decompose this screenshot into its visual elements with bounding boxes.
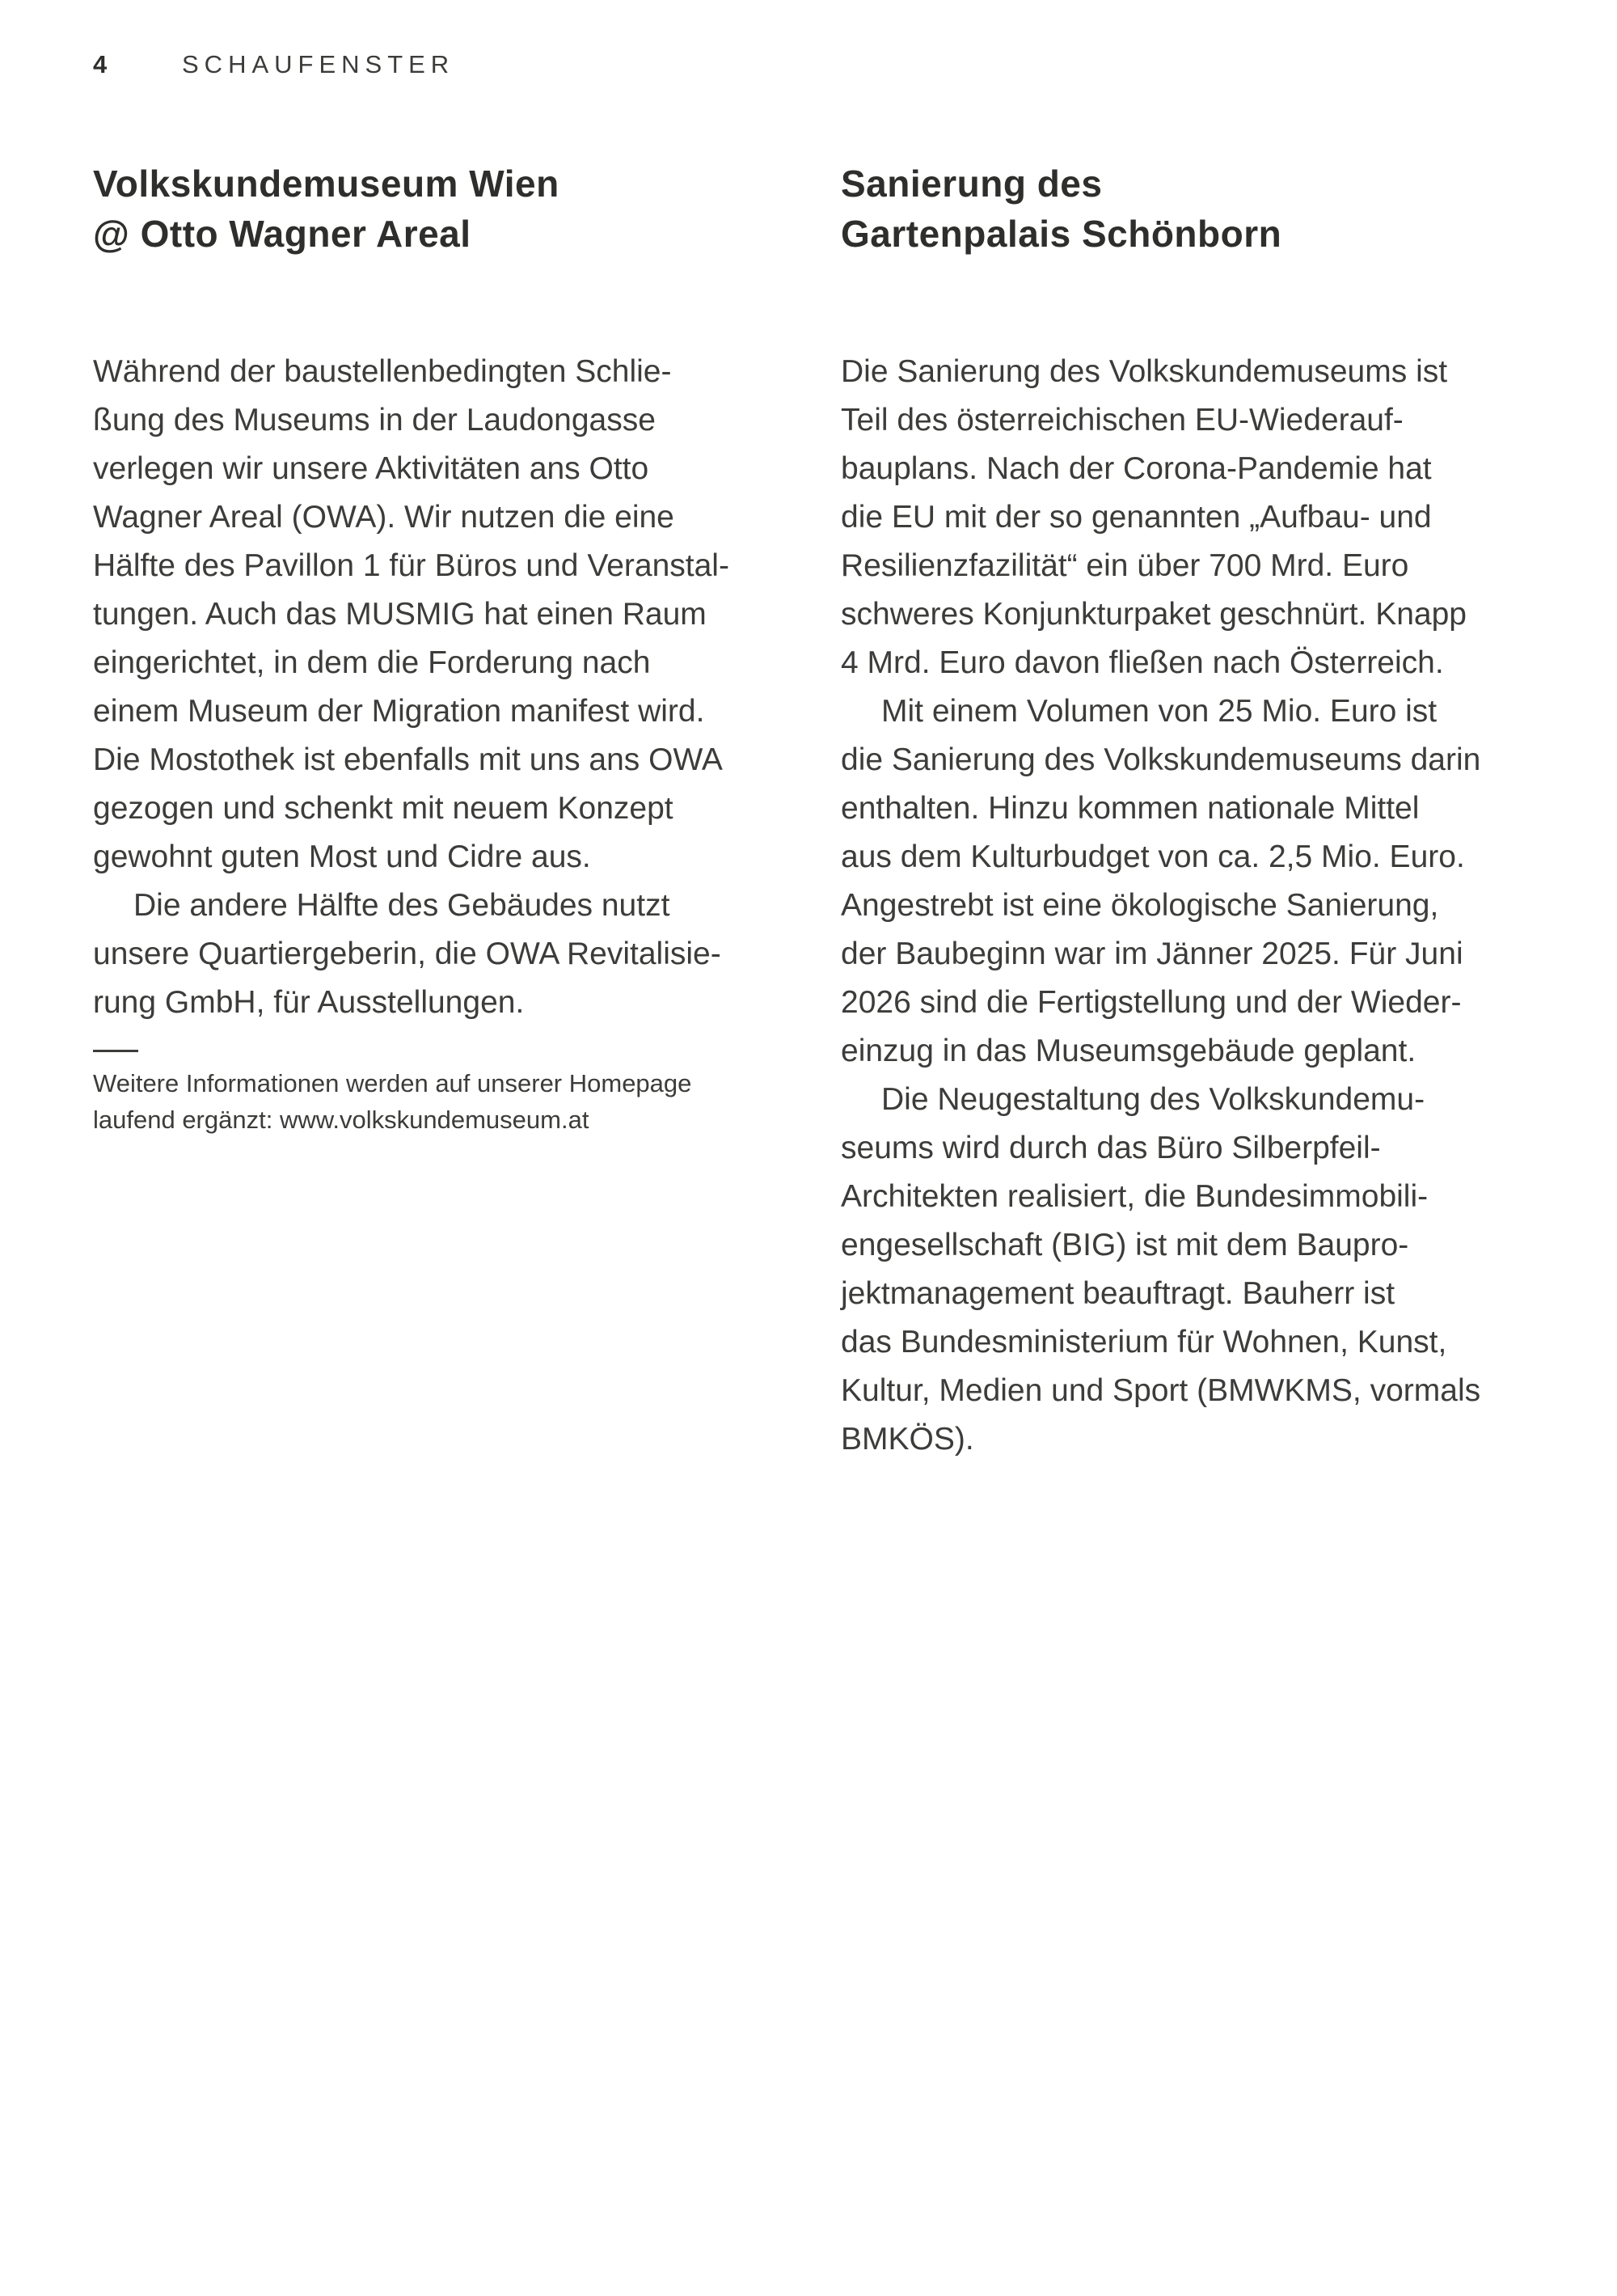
text-line: Angestrebt ist eine ökologische Sanierung,: [841, 888, 1439, 923]
text-line: Kultur, Medien und Sport (BMWKMS, vormals: [841, 1373, 1481, 1408]
text-line: einem Museum der Migration manifest wird.: [93, 694, 705, 729]
text-line: laufend ergänzt: www.volkskundemuseum.at: [93, 1106, 589, 1134]
page-header: [93, 50, 454, 79]
paragraph: [841, 687, 1524, 1076]
text-line: unsere Quartiergeberin, die OWA Revitalisie-: [93, 937, 721, 971]
text-line: enthalten. Hinzu kommen nationale Mittel: [841, 791, 1420, 826]
paragraph: [841, 1076, 1524, 1464]
text-line: der Baubeginn war im Jänner 2025. Für Juni: [841, 937, 1463, 971]
text-line: @ Otto Wagner Areal: [93, 213, 471, 255]
footnote-rule: [93, 1050, 138, 1052]
paragraph: [93, 348, 776, 882]
text-line: Teil des österreichischen EU-Wiederauf-: [841, 403, 1404, 438]
text-line: rung GmbH, für Ausstellungen.: [93, 985, 525, 1020]
text-line: Die Neugestaltung des Volkskundemu-: [881, 1082, 1425, 1117]
text-line: bauplans. Nach der Corona-Pandemie hat: [841, 451, 1432, 486]
text-line: Resilienzfazilität“ ein über 700 Mrd. Euro: [841, 548, 1409, 583]
text-line: die EU mit der so genannten „Aufbau- und: [841, 500, 1432, 535]
text-line: Architekten realisiert, die Bundesimmobili-: [841, 1179, 1429, 1214]
text-line: verlegen wir unsere Aktivitäten ans Otto: [93, 451, 649, 486]
footnote: [93, 1065, 776, 1138]
text-line: tungen. Auch das MUSMIG hat einen Raum: [93, 597, 707, 632]
text-line: Sanierung des: [841, 163, 1103, 205]
text-line: die Sanierung des Volkskundemuseums darin: [841, 742, 1481, 777]
text-line: Mit einem Volumen von 25 Mio. Euro ist: [881, 694, 1438, 729]
text-line: Die andere Hälfte des Gebäudes nutzt: [133, 888, 670, 923]
paragraph: [841, 348, 1524, 687]
text-line: Die Sanierung des Volkskundemuseums ist: [841, 354, 1448, 389]
text-line: Die Mostothek ist ebenfalls mit uns ans OWA: [93, 742, 723, 777]
text-line: das Bundesministerium für Wohnen, Kunst,: [841, 1325, 1447, 1359]
text-line: gezogen und schenkt mit neuem Konzept: [93, 791, 673, 826]
two-column-layout: [93, 159, 1524, 1464]
article-sanierung-gartenpalais: [841, 159, 1524, 1464]
text-line: jektmanagement beauftragt. Bauherr ist: [841, 1276, 1395, 1311]
page-number: 4: [93, 50, 108, 78]
paragraph: [93, 882, 776, 1027]
text-line: BMKÖS).: [841, 1422, 974, 1457]
text-line: gewohnt guten Most und Cidre aus.: [93, 839, 591, 874]
text-line: Gartenpalais Schönborn: [841, 213, 1282, 255]
text-line: seums wird durch das Büro Silberpfeil-: [841, 1131, 1381, 1165]
text-line: einzug in das Museumsgebäude geplant.: [841, 1034, 1416, 1068]
article-body: [93, 348, 776, 1027]
article-title: [93, 159, 776, 259]
article-title: [841, 159, 1524, 259]
article-body: [841, 348, 1524, 1464]
article-volkskundemuseum-owa: [93, 159, 776, 1464]
text-line: Volkskundemuseum Wien: [93, 163, 559, 205]
text-line: 2026 sind die Fertigstellung und der Wieder-: [841, 985, 1462, 1020]
section-title: SCHAUFENSTER: [182, 50, 455, 78]
text-line: aus dem Kulturbudget von ca. 2,5 Mio. Euro.: [841, 839, 1465, 874]
text-line: 4 Mrd. Euro davon fließen nach Österreich.: [841, 645, 1444, 680]
text-line: ßung des Museums in der Laudongasse: [93, 403, 656, 438]
text-line: Wagner Areal (OWA). Wir nutzen die eine: [93, 500, 674, 535]
text-line: schweres Konjunkturpaket geschnürt. Knapp: [841, 597, 1467, 632]
text-line: eingerichtet, in dem die Forderung nach: [93, 645, 651, 680]
text-line: Weitere Informationen werden auf unserer Homepage: [93, 1069, 692, 1097]
text-line: engesellschaft (BIG) ist mit dem Baupro-: [841, 1228, 1409, 1262]
text-line: Während der baustellenbedingten Schlie-: [93, 354, 672, 389]
text-line: Hälfte des Pavillon 1 für Büros und Veranstal-: [93, 548, 729, 583]
